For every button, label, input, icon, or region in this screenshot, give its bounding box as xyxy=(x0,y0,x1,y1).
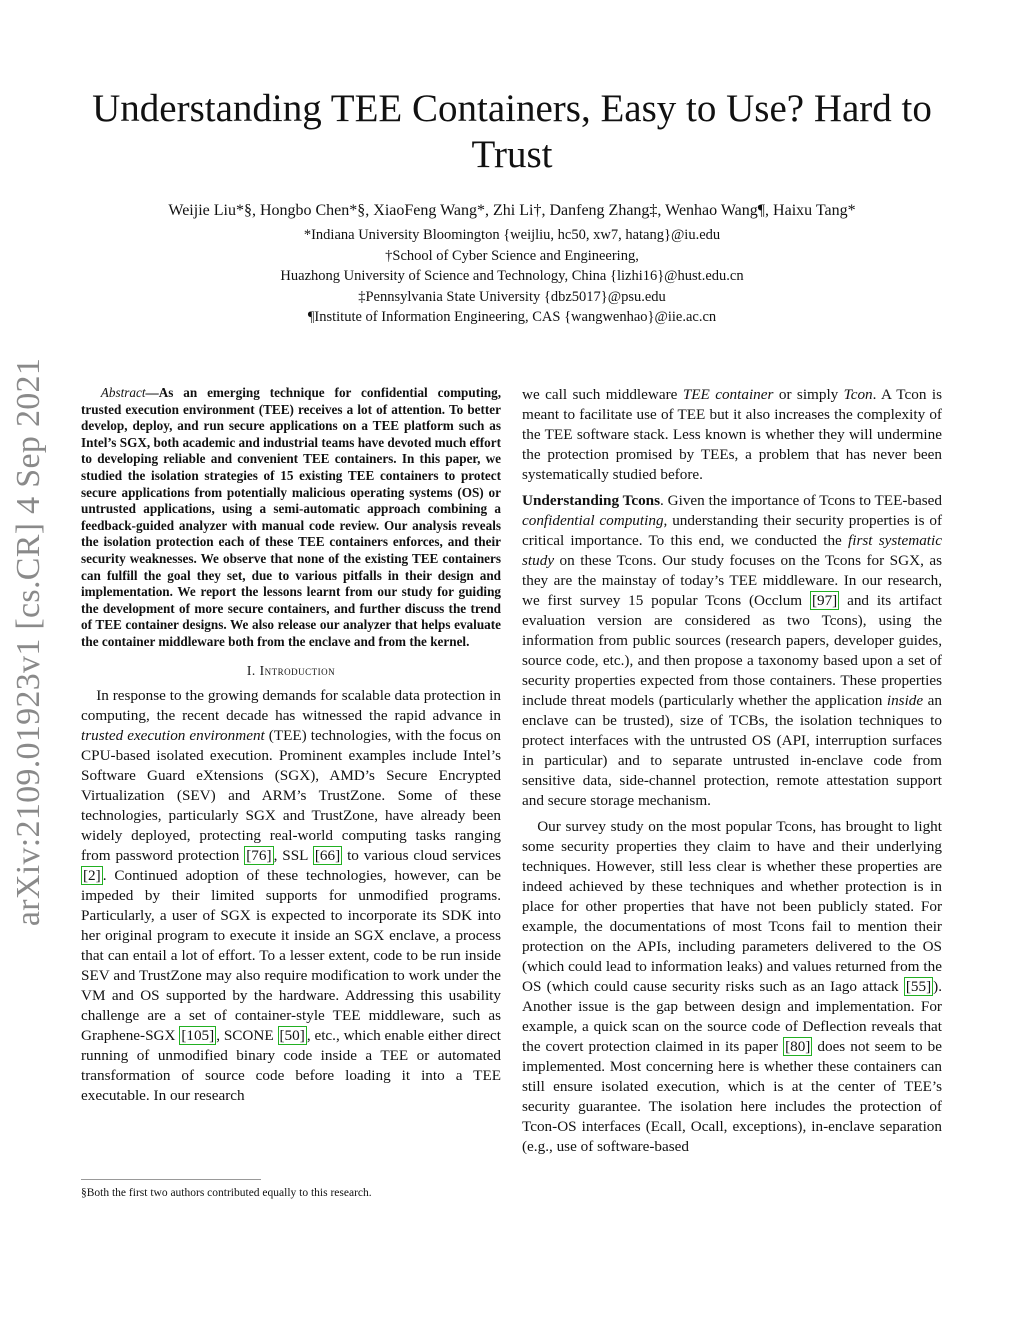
paragraph: we call such middleware TEE container or simply Tcon. A Tcon is meant to facilitate use of TEE but it also increases the complexity of the TEE software stack. Less known is whether they will undermine the protection promised by TEEs, a problem that has never been systematically studied before. xyxy=(522,386,942,483)
author-list: Weijie Liu*§, Hongbo Chen*§, XiaoFeng Wang*, Zhi Li†, Danfeng Zhang‡, Wenhao Wang¶, Haixu Tang* xyxy=(168,202,856,219)
citation-link[interactable]: [50] xyxy=(279,1026,305,1044)
paragraph: Our survey study on the most popular Tcons, has brought to light some security properties they claim to have and their underlying techniques. However, still less clear is whether these properties are indeed achieved by these techniques and whether protection is in place for other properties that have not been publicly stated. For example, the documentations of most Tcons fail to mention their protection on the APIs, including parameters delivered to the OS (which could lead to information leaks) and values returned from the OS (which could cause security risks such as an Iago attack [55] ). Another issue is the gap between design and implementation. For example, a quick scan on the source code of Deflection reveals that the covert protection claimed in its paper [80] does not seem to be implemented. Most concerning here is whether these containers can still ensure isolated execution, which is at the center of TEE’s security guarantee. The isolation here includes the protection of Tcon-OS interfaces (Ecall, Ocall, exceptions), in-enclave separation (e.g., use of software-based xyxy=(522,818,942,1155)
affiliation-line: †School of Cyber Science and Engineering, xyxy=(385,247,639,264)
affiliation-line: *Indiana University Bloomington {weijliu, hc50, xw7, hatang}@iu.edu xyxy=(303,227,721,243)
left-column xyxy=(81,385,501,1106)
arxiv-stamp: arXiv:2109.01923v1 [cs.CR] 4 Sep 2021 xyxy=(10,357,47,927)
affiliation-line: Huazhong University of Science and Technology, China {lizhi16}@hust.edu.cn xyxy=(280,268,744,284)
footnote-rule xyxy=(81,1179,261,1180)
paragraph-heading: Understanding Tcons xyxy=(522,492,661,509)
introduction-body xyxy=(81,686,501,1106)
affiliations xyxy=(60,225,964,328)
paper-title: Understanding TEE Containers, Easy to Use? Hard to Trust xyxy=(92,87,932,176)
footnote: §Both the first two authors contributed equally to this research. xyxy=(81,1187,372,1199)
citation-link[interactable]: [97] xyxy=(811,592,838,609)
right-column xyxy=(522,385,942,1157)
abstract-label: Abstract xyxy=(100,385,146,400)
citation-link[interactable]: [76] xyxy=(246,846,272,864)
citation-link[interactable]: [80] xyxy=(785,1038,811,1055)
affiliation-line: ‡Pennsylvania State University {dbz5017}@psu.edu xyxy=(358,288,666,305)
section-title: Introduction xyxy=(259,662,336,678)
citation-link[interactable]: [66] xyxy=(314,846,341,864)
citation-link[interactable]: [55] xyxy=(905,978,932,995)
citation-link[interactable]: [2] xyxy=(83,866,101,884)
paragraph: Understanding Tcons. Given the importance of Tcons to TEE-based confidential computing, understanding their security properties is of critical importance. To this end, we conducted the first systematic study on these Tcons. Our study focuses on the Tcons for SGX, as they are the mainstay of today’s TEE middleware. In our research, we first survey 15 popular Tcons (Occlum [97] and its artifact evaluation version are considered as two Tcons), using the information from public sources (research papers, developer guides, source code, etc.), and then propose a taxonomy based upon a set of security properties expected from those containers. These properties include threat models (particularly whether the application inside an enclave can be trusted), size of TCBs, the isolation techniques to protect interfaces with the untrusted OS (API, interruption surfaces in particular) and to separate untrusted in-enclave code from sensitive data, side-channel protection, remote attestation support and secure storage mechanism. xyxy=(522,492,943,809)
paragraph: In response to the growing demands for scalable data protection in computing, the recent decade has witnessed the rapid advance in trusted execution environment (TEE) technologies, with the focus on CPU-based isolated execution. Prominent examples include Intel’s Software Guard eXtensions (SGX), AMD’s Secure Encrypted Virtualization (SEV) and ARM’s TrustZone. Some of these technologies, particularly SGX and TrustZone, have already been widely deployed, protecting real-world computing tasks ranging from password protection [76] , SSL [66] to various cloud services [2] . Continued adoption of these technologies, however, can be impeded by their limited supports for unmodified programs. Particularly, a user of SGX is expected to incorporate its SDK into her original program to execute it inside an SGX enclave, a process that can entail a lot of effort. To a lesser extent, code to be run inside SEV and TrustZone may also require modification to work under the VM and OS supported by the hardware. Addressing this usability challenge are a set of container-style TEE middleware, such as Graphene-SGX [105] , SCONE [50] , etc., which enable either direct running of unmodified binary code inside a TEE or automated transformation of source code before loading it into a TEE executable. In our research xyxy=(81,686,502,1104)
section-number: I. xyxy=(246,662,256,678)
abstract xyxy=(81,385,501,651)
section-heading-introduction xyxy=(81,663,501,679)
affiliation-line: ¶Institute of Information Engineering, CAS {wangwenhao}@iie.ac.cn xyxy=(307,309,717,325)
abstract-text: —As an emerging technique for confidential computing, trusted execution environment (TEE) receives a lot of attention. To better develop, deploy, and run secure applications on a TEE platform such as Intel’s SGX, both academic and industrial teams have devoted much effort to developing reliable and convenient TEE containers. In this paper, we studied the isolation strategies of 15 existing TEE containers to protect secure applications from potentially malicious operating systems (OS) or untrusted applications, using a semi-automatic approach combining a feedback-guided analyzer with manual code review. Our analysis reveals the isolation protection each of these TEE containers enforces, and their security weaknesses. We observe that none of the existing TEE containers can fulfill the goal they set, due to various pitfalls in their design and implementation. We report the lessons learnt from our study for guiding the development of more secure containers, and further discuss the trend of TEE container designs. We also release our analyzer that helps evaluate the container middleware both from the enclave and from the kernel. xyxy=(81,385,501,649)
citation-link[interactable]: [105] xyxy=(181,1026,215,1044)
